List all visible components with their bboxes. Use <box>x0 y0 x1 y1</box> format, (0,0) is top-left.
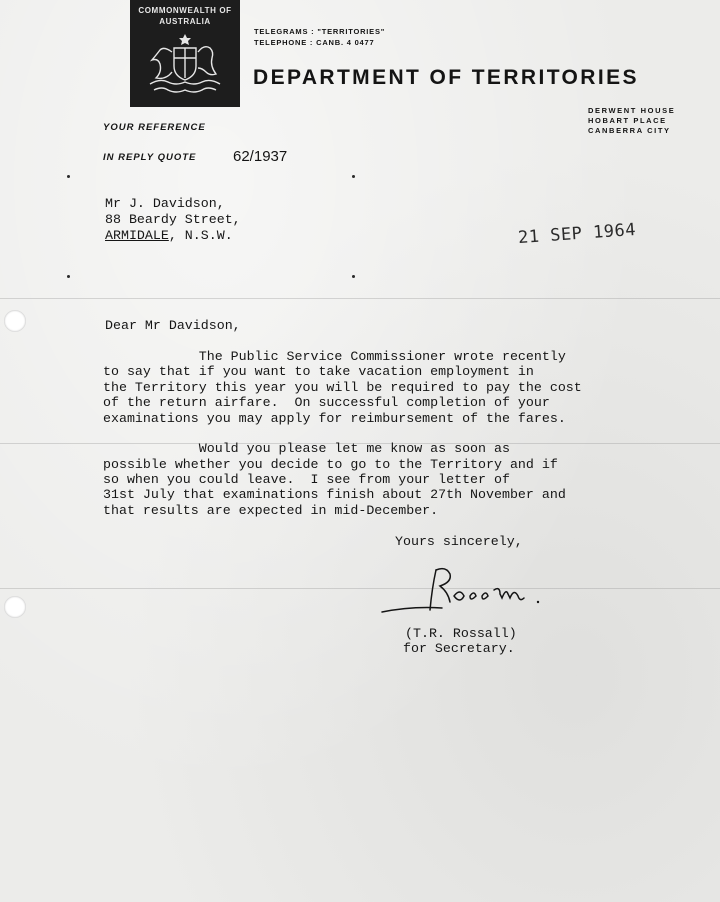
address-line: DERWENT HOUSE <box>588 106 676 115</box>
reference-number: 62/1937 <box>233 148 288 165</box>
telegrams-line: TELEGRAMS : "TERRITORIES" <box>254 27 386 36</box>
window-mark <box>67 275 70 278</box>
window-mark <box>352 175 355 178</box>
address-line: CANBERRA CITY <box>588 126 671 135</box>
recipient-name: Mr J. Davidson, <box>105 196 225 211</box>
reply-quote-label: IN REPLY QUOTE <box>103 152 197 163</box>
window-mark <box>352 275 355 278</box>
recipient-town-line <box>105 228 233 243</box>
department-title: DEPARTMENT OF TERRITORIES <box>253 66 639 89</box>
closing: Yours sincerely, <box>395 534 523 549</box>
coat-of-arms-block <box>130 0 240 107</box>
signatory-capacity: for Secretary. <box>403 641 515 656</box>
paragraph-line: 31st July that examinations finish about 27th November and <box>103 487 566 502</box>
paragraph-line: to say that if you want to take vacation employment in <box>103 364 534 379</box>
paragraph-line: of the return airfare. On successful completion of your <box>103 395 550 410</box>
date-stamp: 21 SEP 1964 <box>517 219 637 249</box>
coat-of-arms-icon <box>142 32 228 98</box>
recipient-state: , N.S.W. <box>168 228 233 243</box>
recipient-street: 88 Beardy Street, <box>105 212 241 227</box>
telephone-line: TELEPHONE : CANB. 4 0477 <box>254 38 375 47</box>
recipient-town: ARMIDALE <box>105 228 169 243</box>
paragraph-line: that results are expected in mid-December. <box>103 503 439 518</box>
salutation: Dear Mr Davidson, <box>105 318 241 333</box>
fold-line <box>0 298 720 299</box>
paragraph-line: so when you could leave. I see from your letter of <box>103 472 510 487</box>
signatory: (T.R. Rossall) <box>405 626 517 641</box>
crest-title-line2: AUSTRALIA <box>159 17 211 26</box>
crest-title-line1: COMMONWEALTH OF <box>138 6 232 15</box>
paragraph-line: the Territory this year you will be required to pay the cost <box>103 380 582 395</box>
address-line: HOBART PLACE <box>588 116 667 125</box>
paragraph-line: examinations you may apply for reimbursement of the fares. <box>103 411 566 426</box>
fold-line <box>0 588 720 589</box>
window-mark <box>67 175 70 178</box>
paragraph-line: The Public Service Commissioner wrote recently <box>103 349 566 364</box>
punch-hole <box>4 310 26 332</box>
handwritten-signature <box>378 560 548 620</box>
your-reference-label: YOUR REFERENCE <box>103 122 206 133</box>
paragraph-line: Would you please let me know as soon as <box>103 441 510 456</box>
punch-hole <box>4 596 26 618</box>
paragraph-line: possible whether you decide to go to the Territory and if <box>103 457 558 472</box>
